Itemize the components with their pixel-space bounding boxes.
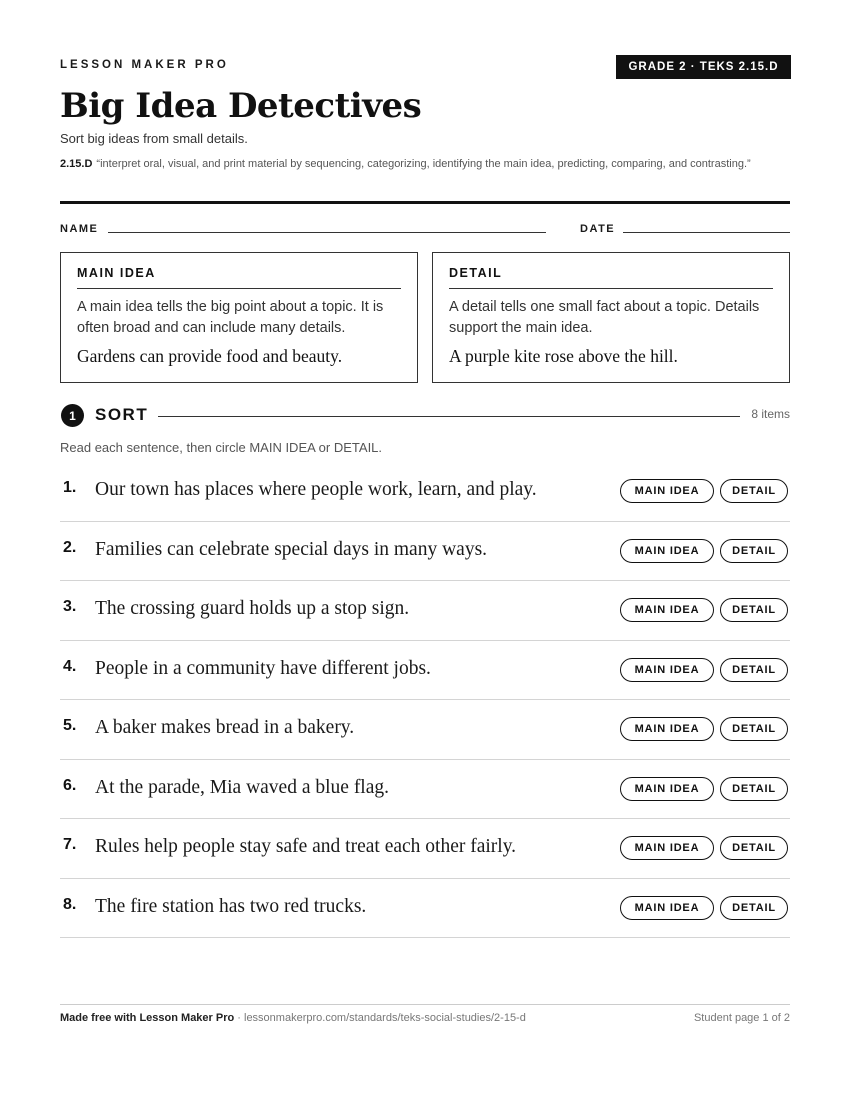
main-idea-choice[interactable]: MAIN IDEA <box>620 836 714 860</box>
grade-badge: GRADE 2 · TEKS 2.15.D <box>616 55 791 79</box>
question-number: 8. <box>63 895 77 913</box>
main-idea-choice[interactable]: MAIN IDEA <box>620 777 714 801</box>
definition-description: A detail tells one small fact about a topic. Details support the main idea. <box>449 299 760 336</box>
question-text: Rules help people stay safe and treat each other fairly. <box>95 836 517 857</box>
question-text: The fire station has two red trucks. <box>95 895 367 917</box>
page-indicator: Student page 1 of 2 <box>693 1012 790 1024</box>
instructions: Read each sentence, then circle MAIN IDEA or DETAIL. <box>60 440 383 455</box>
question-row <box>60 462 790 522</box>
question-list <box>60 462 790 938</box>
standard-text: “interpret oral, visual, and print material by sequencing, categorizing, identifying the main idea, predicting, comparing, and contrasting.” <box>96 158 751 170</box>
footer-made-with: Made free with Lesson Maker Pro <box>60 1012 235 1024</box>
main-idea-choice[interactable]: MAIN IDEA <box>620 717 714 741</box>
footer-divider <box>60 1004 790 1005</box>
question-text: The crossing guard holds up a stop sign. <box>95 598 410 619</box>
question-number: 7. <box>63 836 77 853</box>
question-text: A baker makes bread in a bakery. <box>95 717 355 738</box>
question-text: People in a community have different jobs. <box>95 657 431 679</box>
question-text: At the parade, Mia waved a blue flag. <box>95 776 390 798</box>
definition-heading: DETAIL <box>449 266 773 289</box>
worksheet-title: Big Idea Detectives <box>60 86 422 126</box>
worksheet-subtitle: Sort big ideas from small details. <box>60 131 248 146</box>
definition-example: Gardens can provide food and beauty. <box>77 346 343 366</box>
question-text: Our town has places where people work, learn, and play. <box>95 479 537 500</box>
detail-choice[interactable]: DETAIL <box>720 717 788 741</box>
main-idea-definition-box <box>60 252 418 383</box>
question-number: 1. <box>63 479 77 496</box>
item-count: 8 items <box>751 407 790 421</box>
definition-example: A purple kite rose above the hill. <box>449 346 678 366</box>
question-number: 6. <box>63 776 77 794</box>
date-label: DATE <box>580 223 616 235</box>
detail-choice[interactable]: DETAIL <box>720 777 788 801</box>
main-idea-choice[interactable]: MAIN IDEA <box>620 598 714 622</box>
question-number: 4. <box>63 657 77 675</box>
detail-choice[interactable]: DETAIL <box>720 658 788 682</box>
section-title: SORT <box>95 405 149 424</box>
name-field[interactable] <box>108 232 546 233</box>
question-text: Families can celebrate special days in many ways. <box>95 538 488 560</box>
definition-heading: MAIN IDEA <box>77 266 401 289</box>
standard-code: 2.15.D <box>60 158 93 170</box>
footer-url[interactable]: lessonmakerpro.com/standards/teks-social-studies/2-15-d <box>244 1012 526 1024</box>
main-idea-choice[interactable]: MAIN IDEA <box>620 658 714 682</box>
question-row <box>60 522 790 582</box>
question-row <box>60 760 790 820</box>
footer-separator: · <box>234 1012 244 1024</box>
question-number: 3. <box>63 598 77 615</box>
question-row <box>60 700 790 760</box>
question-row <box>60 819 790 879</box>
date-field[interactable] <box>623 232 790 233</box>
question-row <box>60 641 790 701</box>
brand-name: LESSON MAKER PRO <box>60 59 229 71</box>
question-number: 2. <box>63 538 77 556</box>
question-row <box>60 581 790 641</box>
question-number: 5. <box>63 717 77 734</box>
question-row <box>60 879 790 939</box>
detail-choice[interactable]: DETAIL <box>720 539 788 563</box>
name-label: NAME <box>60 223 99 235</box>
detail-choice[interactable]: DETAIL <box>720 479 788 503</box>
main-idea-choice[interactable]: MAIN IDEA <box>620 539 714 563</box>
main-idea-choice[interactable]: MAIN IDEA <box>620 479 714 503</box>
main-idea-choice[interactable]: MAIN IDEA <box>620 896 714 920</box>
standard-description <box>60 156 790 173</box>
section-divider <box>158 416 740 417</box>
section-number-badge: 1 <box>61 404 84 427</box>
header-divider <box>60 201 790 204</box>
detail-choice[interactable]: DETAIL <box>720 598 788 622</box>
detail-choice[interactable]: DETAIL <box>720 896 788 920</box>
definition-description: A main idea tells the big point about a topic. It is often broad and can include many details. <box>77 299 384 336</box>
detail-choice[interactable]: DETAIL <box>720 836 788 860</box>
footer-credit <box>60 1012 526 1024</box>
detail-definition-box <box>432 252 790 383</box>
